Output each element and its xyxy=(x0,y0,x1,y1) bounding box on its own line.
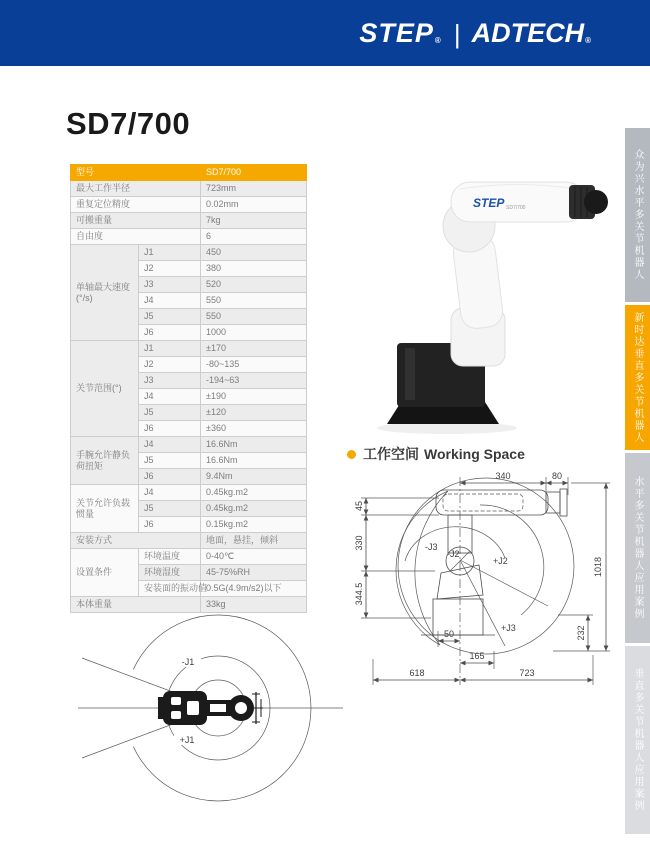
label-pos-j3: +J3 xyxy=(501,623,516,633)
spec-sub-label: 环境湿度 xyxy=(139,565,201,581)
spec-sub-label: J4 xyxy=(139,437,201,453)
spec-value: ±360 xyxy=(201,421,307,437)
spec-sub-label: J2 xyxy=(139,261,201,277)
step-registered-mark: ® xyxy=(434,35,442,45)
dim-80: 80 xyxy=(551,471,563,481)
spec-sub-label: J5 xyxy=(139,405,201,421)
working-space-title xyxy=(363,444,525,464)
sidebar-tab-3[interactable]: 水平多关节机器人应用案例 xyxy=(625,453,650,643)
label-neg-j1: -J1 xyxy=(181,657,195,667)
spec-value: 16.6Nm xyxy=(201,437,307,453)
working-space-diagram xyxy=(343,463,623,698)
spec-value: 1000 xyxy=(201,325,307,341)
spec-row xyxy=(71,437,307,453)
spec-row xyxy=(71,245,307,261)
spec-value: 723mm xyxy=(201,181,307,197)
spec-sub-label: J5 xyxy=(139,309,201,325)
sidebar-tab-4[interactable]: 垂直多关节机器人应用案例 xyxy=(625,646,650,834)
spec-label: 可搬重量 xyxy=(71,213,201,229)
spec-value: 0.5G(4.9m/s2)以下 xyxy=(201,581,307,597)
spec-sub-label: J6 xyxy=(139,325,201,341)
spec-value: 16.6Nm xyxy=(201,453,307,469)
spec-row xyxy=(71,181,307,197)
robot-arm-model: SD7/700 xyxy=(506,205,526,211)
spec-sub-label: J4 xyxy=(139,485,201,501)
page-title: SD7/700 xyxy=(66,106,191,141)
spec-sub-label: J3 xyxy=(139,277,201,293)
robot-arm-logo: STEP xyxy=(473,196,505,210)
label-pos-j1: +J1 xyxy=(179,735,195,745)
spec-value: 33kg xyxy=(201,597,307,613)
step-logo-text: STEP xyxy=(359,17,434,48)
spec-sub-label: J3 xyxy=(139,373,201,389)
spec-value: 520 xyxy=(201,277,307,293)
working-space-title-en: Working Space xyxy=(424,446,525,462)
dim-232: 232 xyxy=(576,625,586,641)
spec-label: 自由度 xyxy=(71,229,201,245)
spec-row xyxy=(71,549,307,565)
spec-group-label: 关节范围(°) xyxy=(71,341,139,437)
spec-value: 6 xyxy=(201,229,307,245)
spec-value: ±120 xyxy=(201,405,307,421)
spec-group-label: 手腕允许静负荷扭矩 xyxy=(71,437,139,485)
spec-sub-label: J4 xyxy=(139,389,201,405)
spec-row xyxy=(71,197,307,213)
spec-value: 380 xyxy=(201,261,307,277)
brand-logo xyxy=(359,17,592,49)
spec-label: 安装方式 xyxy=(71,533,201,549)
spec-row xyxy=(71,229,307,245)
sidebar-tab-1[interactable]: 众为兴水平多关节机器人 xyxy=(625,128,650,302)
dim-165: 165 xyxy=(469,651,485,661)
spec-sub-label: J4 xyxy=(139,293,201,309)
spec-value: 0.45kg.m2 xyxy=(201,485,307,501)
dim-344-5: 344.5 xyxy=(354,582,364,606)
spec-row xyxy=(71,597,307,613)
label-pos-j2: +J2 xyxy=(493,556,508,566)
dim-340: 340 xyxy=(495,471,511,481)
spec-header-value: SD7/700 xyxy=(201,165,307,181)
dim-50: 50 xyxy=(443,629,455,639)
spec-value: 0.15kg.m2 xyxy=(201,517,307,533)
top-view-diagram xyxy=(75,613,355,813)
logo-divider: | xyxy=(453,18,462,49)
spec-row xyxy=(71,533,307,549)
spec-value: 0.02mm xyxy=(201,197,307,213)
spec-value: 地面，悬挂，倾斜 xyxy=(201,533,307,549)
working-space-title-zh: 工作空间 xyxy=(363,446,419,462)
spec-header-label: 型号 xyxy=(71,165,201,181)
spec-sub-label: 安装面的振动值 xyxy=(139,581,201,597)
spec-value: 0.45kg.m2 xyxy=(201,501,307,517)
spec-row xyxy=(71,485,307,501)
spec-value: -194~63 xyxy=(201,373,307,389)
adtech-logo-text: ADTECH xyxy=(471,17,585,48)
spec-row xyxy=(71,341,307,357)
spec-value: 9.4Nm xyxy=(201,469,307,485)
spec-sub-label: J5 xyxy=(139,501,201,517)
spec-value: -80~135 xyxy=(201,357,307,373)
working-space-heading xyxy=(347,444,525,464)
spec-value: 0-40℃ xyxy=(201,549,307,565)
robot-product-image xyxy=(365,140,615,440)
spec-sub-label: J5 xyxy=(139,453,201,469)
adtech-registered-mark: ® xyxy=(585,35,592,45)
spec-group-label: 设置条件 xyxy=(71,549,139,597)
spec-sub-label: 环境温度 xyxy=(139,549,201,565)
spec-sub-label: J6 xyxy=(139,469,201,485)
label-neg-j3: -J3 xyxy=(425,542,438,552)
spec-label: 最大工作半径 xyxy=(71,181,201,197)
spec-sub-label: J2 xyxy=(139,357,201,373)
spec-value: 45-75%RH xyxy=(201,565,307,581)
spec-value: ±190 xyxy=(201,389,307,405)
spec-label: 本体重量 xyxy=(71,597,201,613)
spec-sub-label: J1 xyxy=(139,245,201,261)
dim-1018: 1018 xyxy=(593,556,603,578)
robot-top-view xyxy=(163,691,207,725)
spec-label: 重复定位精度 xyxy=(71,197,201,213)
spec-sub-label: J6 xyxy=(139,421,201,437)
spec-group-label: 关节允许负载惯量 xyxy=(71,485,139,533)
spec-row xyxy=(71,213,307,229)
spec-value: 7kg xyxy=(201,213,307,229)
dim-45: 45 xyxy=(354,500,364,512)
bullet-dot-icon xyxy=(347,450,356,459)
dim-723: 723 xyxy=(519,668,535,678)
spec-value: ±170 xyxy=(201,341,307,357)
dim-330: 330 xyxy=(354,535,364,551)
spec-table xyxy=(70,164,307,613)
work-envelope-circle xyxy=(398,478,574,654)
spec-group-label: 单轴最大速度(°/s) xyxy=(71,245,139,341)
spec-sub-label: J1 xyxy=(139,341,201,357)
spec-value: 550 xyxy=(201,309,307,325)
spec-sub-label: J6 xyxy=(139,517,201,533)
spec-value: 550 xyxy=(201,293,307,309)
sidebar-tab-2[interactable]: 新时达垂直多关节机器人 xyxy=(625,305,650,450)
dim-618: 618 xyxy=(409,668,425,678)
spec-header-row xyxy=(71,165,307,181)
label-neg-j2: -J2 xyxy=(447,549,460,559)
spec-value: 450 xyxy=(201,245,307,261)
top-banner xyxy=(0,0,650,66)
